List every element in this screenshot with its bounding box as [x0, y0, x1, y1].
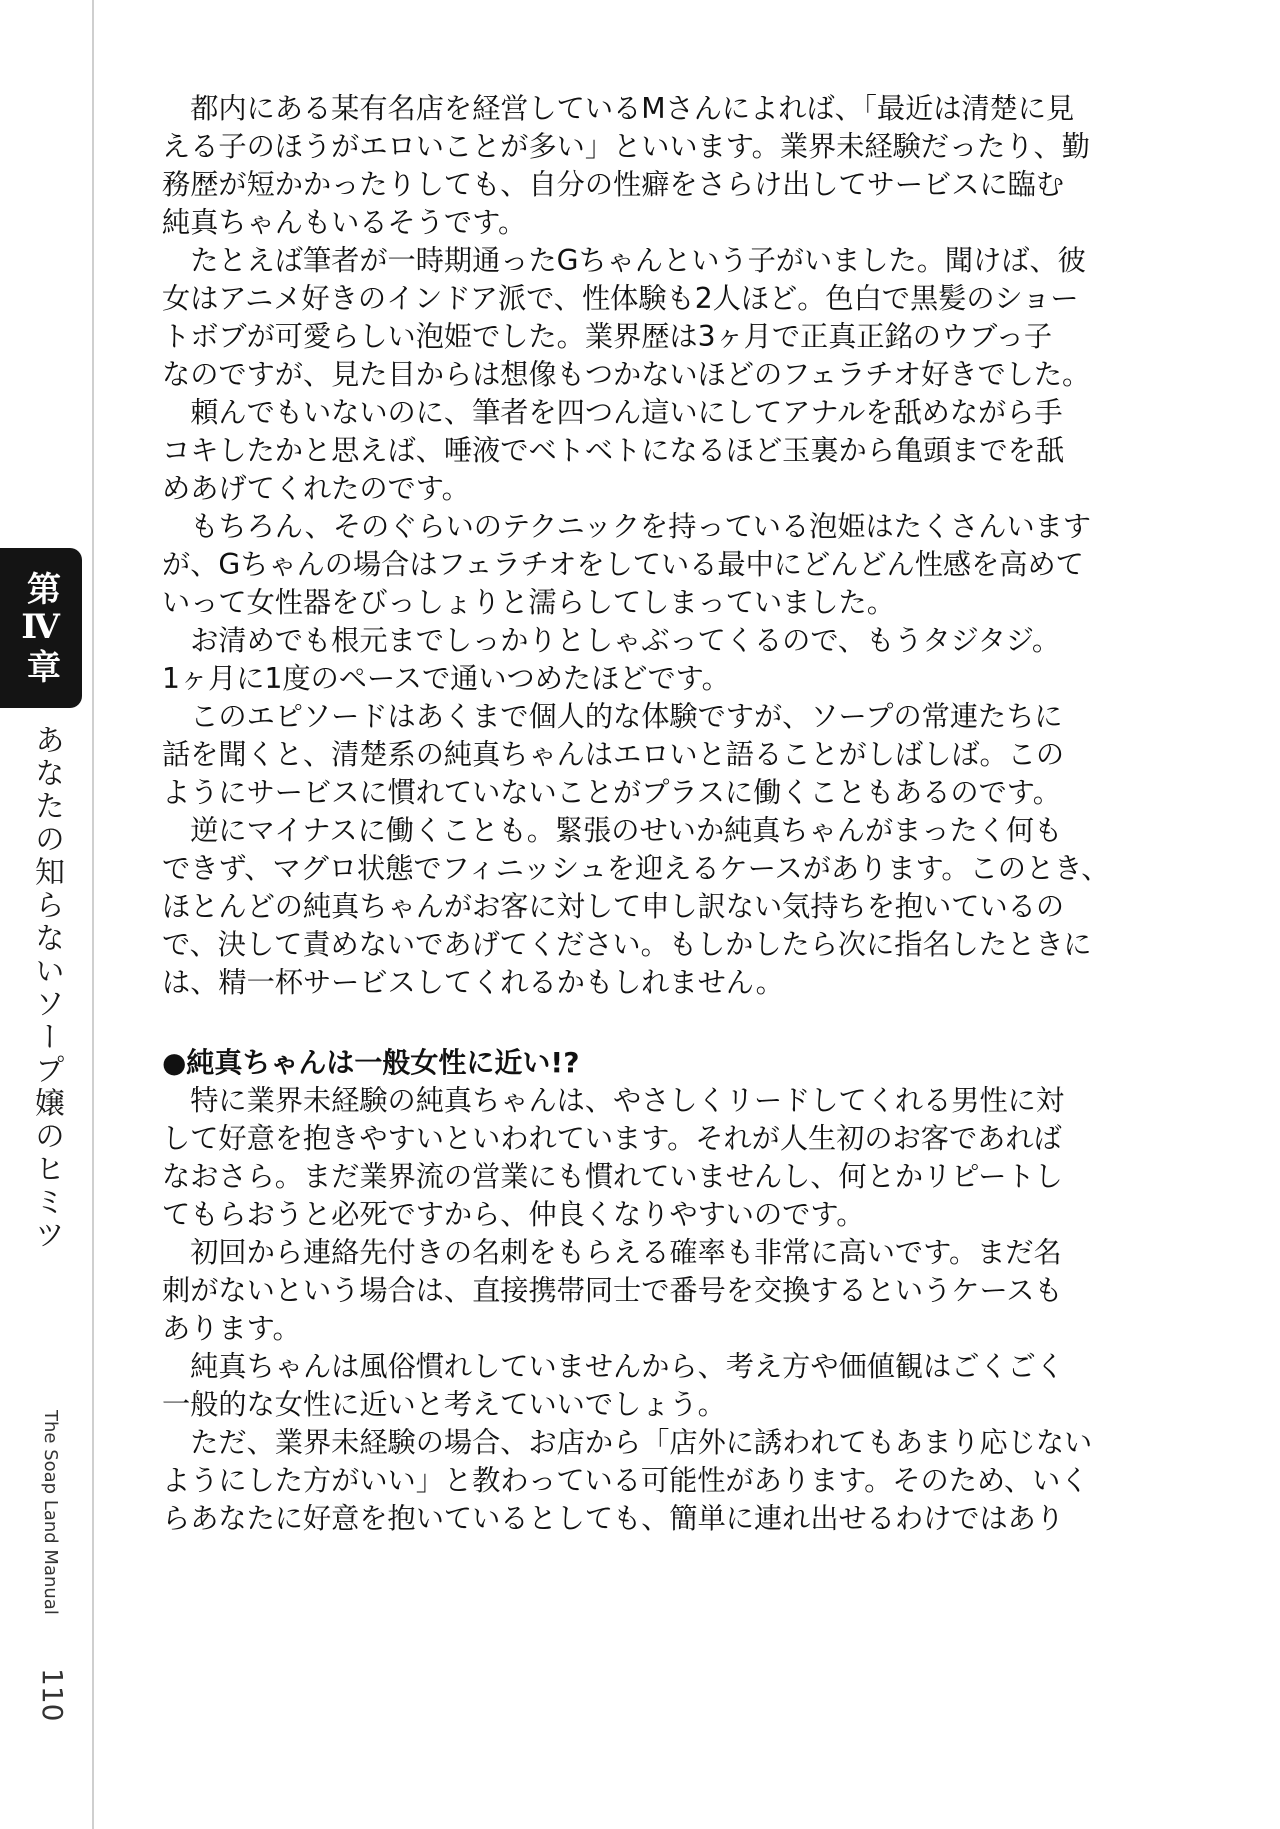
text-line: 純真ちゃんもいるそうです。	[162, 206, 527, 239]
text-line: 初回から連絡先付きの名刺をもらえる確率も非常に高いです。まだ名	[162, 1236, 1062, 1269]
chapter-tab: 第Ⅳ章	[0, 548, 82, 708]
text-line: ただ、業界未経験の場合、お店から「店外に誘われてもあまり応じない	[162, 1426, 1093, 1459]
book-title: The Soap Land Manual	[40, 1410, 61, 1615]
text-line: いって女性器をびっしょりと濡らしてしまっていました。	[162, 586, 895, 619]
page-number: 110	[36, 1668, 69, 1722]
text-line: ほとんどの純真ちゃんがお客に対して申し訳ない気持ちを抱いているの	[162, 890, 1065, 923]
section-heading: ●純真ちゃんは一般女性に近い!?	[162, 1046, 580, 1079]
text-line: てもらおうと必死ですから、仲良くなりやすいのです。	[162, 1198, 865, 1231]
text-line: お清めでも根元までしっかりとしゃぶってくるので、もうタジタジ。	[162, 624, 1061, 657]
text-line: 1ヶ月に1度のペースで通いつめたほどです。	[162, 662, 730, 695]
text-line: コキしたかと思えば、唾液でベトベトになるほど玉裏から亀頭までを舐	[162, 434, 1065, 467]
body-text	[162, 90, 1172, 1538]
section-2	[162, 1044, 1172, 1538]
text-line: 刺がないという場合は、直接携帯同士で番号を交換するというケースも	[162, 1274, 1063, 1307]
text-line: は、精一杯サービスしてくれるかもしれません。	[162, 966, 784, 999]
chapter-subtitle: あなたの知らないソープ嬢のヒミツ	[29, 724, 64, 1252]
text-line: える子のほうがエロいことが多い」といいます。業界未経験だったり、勤	[162, 130, 1090, 163]
text-line: めあげてくれたのです。	[162, 472, 470, 505]
text-line: 話を聞くと、清楚系の純真ちゃんはエロいと語ることがしばしば。この	[162, 738, 1065, 771]
text-line: このエピソードはあくまで個人的な体験ですが、ソープの常連たちに	[162, 700, 1063, 733]
text-line: ようにサービスに慣れていないことがプラスに働くこともあるのです。	[162, 776, 1061, 809]
text-line: ようにした方がいい」と教わっている可能性があります。そのため、いく	[162, 1464, 1089, 1497]
chapter-sidebar	[0, 0, 98, 1829]
text-line: たとえば筆者が一時期通ったGちゃんという子がいました。聞けば、彼	[162, 244, 1086, 277]
text-line: もちろん、そのぐらいのテクニックを持っている泡姫はたくさんいます	[162, 510, 1092, 543]
text-line: 逆にマイナスに働くことも。緊張のせいか純真ちゃんがまったく何も	[162, 814, 1063, 847]
text-line: で、決して責めないであげてください。もしかしたら次に指名したときに	[162, 928, 1092, 961]
text-line: なおさら。まだ業界流の営業にも慣れていませんし、何とかリピートし	[162, 1160, 1063, 1193]
text-line: 特に業界未経験の純真ちゃんは、やさしくリードしてくれる男性に対	[162, 1084, 1065, 1117]
text-line: して好意を抱きやすいといわれています。それが人生初のお客であれば	[162, 1122, 1062, 1155]
text-line: トボブが可愛らしい泡姫でした。業界歴は3ヶ月で正真正銘のウブっ子	[162, 320, 1053, 353]
text-line: できず、マグロ状態でフィニッシュを迎えるケースがあります。このとき、	[162, 852, 1110, 885]
text-line: 都内にある某有名店を経営しているMさんによれば、「最近は清楚に見	[162, 92, 1075, 125]
page-edge-line	[92, 0, 94, 1829]
text-line: らあなたに好意を抱いているとしても、簡単に連れ出せるわけではあり	[162, 1502, 1065, 1535]
text-line: 務歴が短かかったりしても、自分の性癖をさらけ出してサービスに臨む	[162, 168, 1065, 201]
section-1	[162, 90, 1172, 1002]
text-line: が、Gちゃんの場合はフェラチオをしている最中にどんどん性感を高めて	[162, 548, 1084, 581]
section-gap	[162, 1002, 1172, 1044]
text-line: 頼んでもいないのに、筆者を四つん這いにしてアナルを舐めながら手	[162, 396, 1063, 429]
text-line: なのですが、見た目からは想像もつかないほどのフェラチオ好きでした。	[162, 358, 1091, 391]
text-line: 女はアニメ好きのインドア派で、性体験も2人ほど。色白で黒髪のショー	[162, 282, 1079, 315]
text-line: 純真ちゃんは風俗慣れしていませんから、考え方や価値観はごくごく	[162, 1350, 1065, 1383]
text-line: あります。	[162, 1312, 301, 1345]
text-line: 一般的な女性に近いと考えていいでしょう。	[162, 1388, 726, 1421]
